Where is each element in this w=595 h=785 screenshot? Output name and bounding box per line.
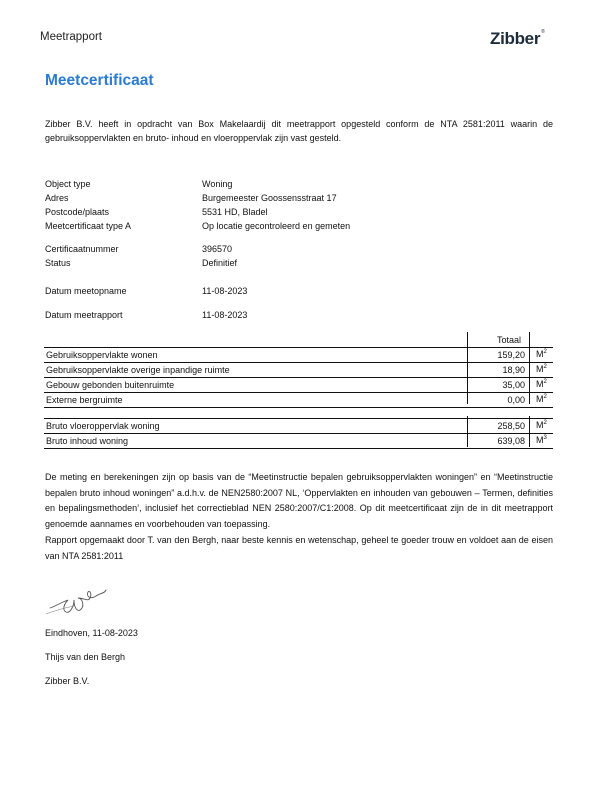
totaal-header: Totaal: [497, 335, 522, 345]
info-value: Woning: [202, 179, 233, 189]
row-unit: $M^2$: [536, 379, 547, 389]
table-row: [44, 419, 553, 434]
row-value: 159,20: [497, 350, 525, 360]
info-row: [45, 258, 545, 270]
info-value: Burgemeester Goossensstraat 17: [202, 193, 337, 203]
table-row: [44, 434, 553, 449]
info-label: Status: [45, 258, 71, 268]
row-value: 35,00: [502, 380, 525, 390]
info-label: Object type: [45, 179, 91, 189]
info-row: [45, 286, 545, 298]
row-label: Bruto vloeroppervlak woning: [46, 421, 160, 431]
row-label: Gebruiksoppervlakte wonen: [46, 350, 158, 360]
zibber-logo: Zibber®: [490, 29, 545, 48]
row-label: Bruto inhoud woning: [46, 436, 129, 446]
info-value: 11-08-2023: [202, 310, 248, 320]
info-label: Datum meetopname: [45, 286, 127, 296]
row-value: 0,00: [507, 395, 525, 405]
info-row: [45, 221, 545, 233]
info-label: Adres: [45, 193, 69, 203]
methodology-paragraph: De meting en berekeningen zijn op basis van de “Meetinstructie bepalen gebruiksoppervlakten woningen” en “Meetinstructie bepalen bruto inhoud woningen” a.d.h.v. de NEN2580:2007 NL, ‘Oppervlakten en inhouden van gebouwen – Termen, definities en bepalingsmethoden’, inclusief het correctieblad NEN 2580:2007/C1:2008. Op dit meetcertificaat zijn de in dit meetrapport genoemde aannames en voorbehouden van toepassing.: [45, 472, 553, 529]
intro-paragraph: Zibber B.V. heeft in opdracht van Box Makelaardij dit meetrapport opgesteld conform de NTA 2581:2011 waarin de gebruiksoppervlakten en bruto- inhoud en vloeroppervlak zijn vast gesteld.: [45, 119, 553, 143]
signature-image: [44, 578, 124, 620]
report-label: Meetrapport: [40, 31, 103, 43]
row-label: Gebruiksoppervlakte overige inpandige ruimte: [46, 365, 230, 375]
info-value: 5531 HD, Bladel: [202, 207, 268, 217]
row-unit: $M^2$: [536, 364, 547, 374]
table-row: [44, 363, 553, 378]
measurement-table: [44, 348, 553, 408]
info-value: Op locatie gecontroleerd en gemeten: [202, 221, 351, 231]
declaration-paragraph: Rapport opgemaakt door T. van den Bergh, naar beste kennis en wetenschap, geheel te goeder trouw en voldoet aan de eisen van NTA 2581:2011: [45, 535, 553, 561]
row-label: Externe bergruimte: [46, 395, 123, 405]
info-value: 11-08-2023: [202, 286, 248, 296]
row-unit: $M^3$: [536, 435, 547, 445]
row-value: 639,08: [497, 436, 525, 446]
info-row: [45, 193, 545, 205]
page-title: Meetcertificaat: [45, 72, 154, 89]
table-row: [44, 393, 553, 408]
info-value: 396570: [202, 244, 233, 254]
info-value: Definitief: [202, 258, 238, 268]
info-label: Meetcertificaat type A: [45, 221, 132, 231]
row-unit: $M^2$: [536, 420, 547, 430]
info-label: Datum meetrapport: [45, 310, 123, 320]
row-unit: $M^2$: [536, 394, 547, 404]
info-label: Certificaatnummer: [45, 244, 119, 254]
info-row: [45, 179, 545, 191]
info-label: Postcode/plaats: [45, 207, 110, 217]
table-row: [44, 348, 553, 363]
table-row: [44, 378, 553, 393]
signatory-name: Thijs van den Bergh: [45, 652, 126, 662]
company-name: Zibber B.V.: [45, 676, 90, 686]
row-label: Gebouw gebonden buitenruimte: [46, 380, 175, 390]
place-date: Eindhoven, 11-08-2023: [45, 628, 138, 638]
info-row: [45, 310, 545, 322]
bruto-table: [44, 419, 553, 449]
row-unit: $M^2$: [536, 349, 547, 359]
row-value: 18,90: [502, 365, 525, 375]
info-row: [45, 207, 545, 219]
row-value: 258,50: [497, 421, 525, 431]
info-row: [45, 244, 545, 256]
